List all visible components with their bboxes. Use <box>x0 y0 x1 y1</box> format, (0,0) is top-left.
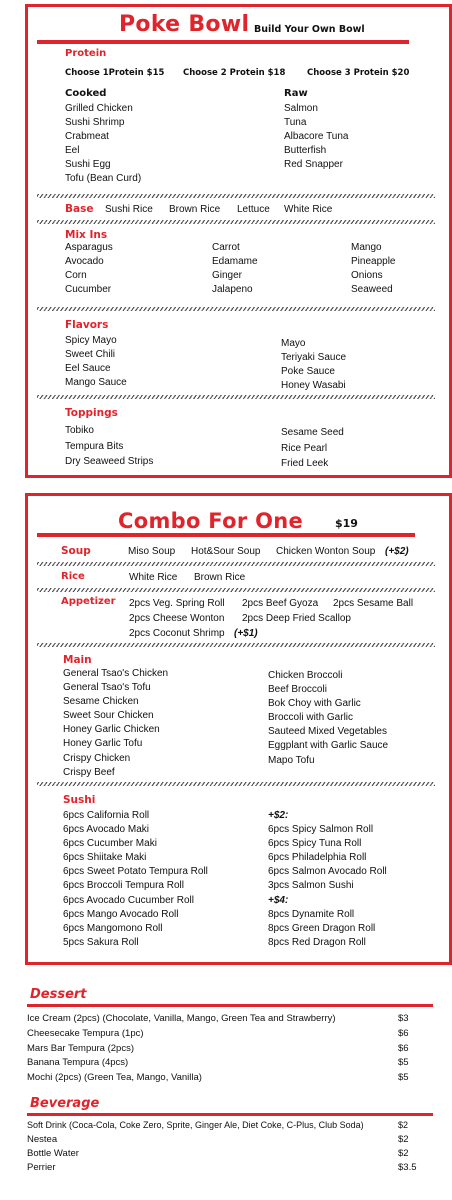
list-item: Beef Broccoli <box>268 684 327 696</box>
sushi-list-1 <box>63 809 208 950</box>
appetizer-item: 2pcs Veg. Spring Roll <box>129 598 225 609</box>
list-item: Carrot <box>212 242 240 253</box>
main-heading: Main <box>63 654 92 666</box>
appetizer-heading: Appetizer <box>61 596 116 607</box>
cooked-list <box>65 102 141 187</box>
list-item: Eel Sauce <box>65 363 111 375</box>
list-item: Tobiko <box>65 425 94 436</box>
list-item: Grilled Chicken <box>65 103 133 114</box>
list-item: Sesame Seed <box>281 427 344 438</box>
appetizer-item: 2pcs Beef Gyoza <box>242 598 319 609</box>
dessert-heading: Dessert <box>30 987 87 1002</box>
list-item: 6pcs California Roll <box>63 810 150 821</box>
list-item: Sesame Chicken <box>63 696 139 708</box>
protein-option-3: Choose 3 Protein $20 <box>307 68 410 78</box>
list-item: General Tsao's Chicken <box>63 668 169 679</box>
flavors-list-1 <box>65 334 127 390</box>
item-price: $2 <box>398 1134 409 1145</box>
list-item: 6pcs Mango Avocado Roll <box>63 908 179 920</box>
list-item: Sweet Chili <box>65 349 116 361</box>
main-list-1 <box>63 667 168 780</box>
list-item: Tuna <box>284 117 307 129</box>
item-price: $2 <box>398 1148 409 1159</box>
list-item: 3pcs Salmon Sushi <box>268 880 354 892</box>
list-item: Bok Choy with Garlic <box>268 698 361 710</box>
item-price: $5 <box>398 1072 409 1083</box>
list-item: 6pcs Salmon Avocado Roll <box>268 866 387 878</box>
list-item: General Tsao's Tofu <box>63 682 151 694</box>
menu-row <box>27 1027 422 1042</box>
item-name: Soft Drink (Coca-Cola, Coke Zero, Sprite, Ginger Ale, Diet Coke, C-Plus, Club Soda) <box>27 1120 364 1130</box>
list-item: Tofu (Bean Curd) <box>65 173 142 185</box>
list-item: Mapo Tofu <box>268 754 315 766</box>
item-name: Perrier <box>27 1162 56 1173</box>
title-underline <box>37 40 409 44</box>
menu-row <box>27 1071 422 1086</box>
list-item: 6pcs Sweet Potato Tempura Roll <box>63 866 208 878</box>
list-item: Jalapeno <box>212 284 253 296</box>
divider <box>37 782 435 786</box>
appetizer-item: 2pcs Deep Fried Scallop <box>242 613 351 624</box>
list-item: 6pcs Avocado Cucumber Roll <box>63 894 194 906</box>
title-underline <box>37 533 415 537</box>
appetizer-extra-price: (+$1) <box>234 628 258 639</box>
combo-title: Combo For One <box>118 509 304 533</box>
appetizer-item: 2pcs Coconut Shrimp <box>129 628 225 639</box>
divider <box>37 588 435 592</box>
item-name: Mochi (2pcs) (Green Tea, Mango, Vanilla) <box>27 1072 202 1083</box>
protein-option-2: Choose 2 Protein $18 <box>183 68 286 78</box>
list-item: Sweet Sour Chicken <box>63 710 154 722</box>
soup-item: Chicken Wonton Soup <box>276 546 376 557</box>
mixins-heading: Mix Ins <box>65 229 108 241</box>
list-item: Mayo <box>281 338 306 349</box>
list-item: Edamame <box>212 256 258 268</box>
list-item: Albacore Tuna <box>284 131 349 143</box>
soup-item: Hot&Sour Soup <box>191 546 261 557</box>
toppings-list-2 <box>281 425 344 472</box>
mixins-list-3 <box>351 241 395 297</box>
rice-item: White Rice <box>129 572 178 583</box>
list-item: Spicy Mayo <box>65 335 117 346</box>
list-item: 6pcs Spicy Tuna Roll <box>268 838 362 850</box>
beverage-heading: Beverage <box>30 1096 100 1111</box>
list-item: 6pcs Philadelphia Roll <box>268 852 367 864</box>
toppings-list-1 <box>65 423 153 470</box>
flavors-list-2 <box>281 337 346 393</box>
list-item: Teriyaki Sauce <box>281 352 347 364</box>
list-item: 6pcs Avocado Maki <box>63 824 149 836</box>
list-item: Pineapple <box>351 256 396 268</box>
list-item: Crispy Beef <box>63 766 115 778</box>
list-item: Broccoli with Garlic <box>268 712 354 724</box>
divider <box>37 194 435 198</box>
soup-item: Miso Soup <box>128 546 176 557</box>
list-item: 8pcs Dynamite Roll <box>268 908 355 920</box>
item-name: Nestea <box>27 1134 58 1145</box>
list-item: Avocado <box>65 256 104 268</box>
poke-subtitle: Build Your Own Bowl <box>254 24 365 35</box>
upcharge-label: +$4: <box>268 894 289 906</box>
beverage-underline <box>27 1113 433 1116</box>
flavors-heading: Flavors <box>65 319 109 331</box>
mixins-list-2 <box>212 241 258 297</box>
list-item: Seaweed <box>351 284 393 296</box>
list-item: Eel <box>65 145 80 157</box>
list-item: 6pcs Spicy Salmon Roll <box>268 824 374 836</box>
soup-extra-price: (+$2) <box>385 546 409 557</box>
list-item: Butterfish <box>284 145 327 157</box>
list-item: Corn <box>65 270 87 282</box>
appetizer-item: 2pcs Cheese Wonton <box>129 613 225 624</box>
menu-row <box>27 1042 422 1057</box>
list-item: Asparagus <box>65 242 113 253</box>
item-price: $3 <box>398 1013 409 1024</box>
item-price: $2 <box>398 1120 409 1130</box>
list-item: Crispy Chicken <box>63 752 131 764</box>
list-item: Mango Sauce <box>65 377 127 389</box>
list-item: Poke Sauce <box>281 366 335 378</box>
main-list-2 <box>268 669 388 768</box>
divider <box>37 220 435 224</box>
rice-item: Brown Rice <box>194 572 246 583</box>
list-item: Tempura Bits <box>65 440 124 452</box>
menu-row <box>27 1056 422 1071</box>
list-item: Sushi Egg <box>65 159 111 171</box>
poke-bowl-panel <box>25 4 452 478</box>
soup-heading: Soup <box>61 545 91 557</box>
list-item: Red Snapper <box>284 159 343 171</box>
list-item: Mango <box>351 242 382 253</box>
divider <box>37 395 435 399</box>
menu-row <box>27 1133 422 1148</box>
list-item: Honey Garlic Chicken <box>63 724 160 736</box>
list-item: Rice Pearl <box>281 442 328 454</box>
list-item: 6pcs Mangomono Roll <box>63 922 163 934</box>
rice-heading: Rice <box>61 571 85 582</box>
list-item: 8pcs Red Dragon Roll <box>268 936 366 948</box>
item-price: $5 <box>398 1057 409 1068</box>
item-name: Mars Bar Tempura (2pcs) <box>27 1043 134 1054</box>
list-item: Eggplant with Garlic Sauce <box>268 740 389 752</box>
protein-heading: Protein <box>65 48 107 59</box>
item-name: Cheesecake Tempura (1pc) <box>27 1028 144 1039</box>
list-item: Sauteed Mixed Vegetables <box>268 726 387 738</box>
upcharge-label: +$2: <box>268 810 289 821</box>
list-item: Chicken Broccoli <box>268 670 343 681</box>
list-item: Ginger <box>212 270 243 282</box>
list-item: Honey Garlic Tofu <box>63 738 143 750</box>
raw-heading: Raw <box>284 88 308 99</box>
list-item: 8pcs Green Dragon Roll <box>268 922 376 934</box>
item-price: $3.5 <box>398 1162 417 1173</box>
dessert-underline <box>27 1004 433 1007</box>
poke-title: Poke Bowl <box>119 12 250 37</box>
list-item: Crabmeat <box>65 131 109 143</box>
list-item: Onions <box>351 270 383 282</box>
menu-row <box>27 1012 422 1027</box>
item-price: $6 <box>398 1028 409 1039</box>
divider <box>37 643 435 647</box>
menu-row <box>27 1118 422 1133</box>
list-item: 6pcs Broccoli Tempura Roll <box>63 880 184 892</box>
combo-price: $19 <box>335 517 358 530</box>
divider <box>37 562 435 566</box>
protein-option-1: Choose 1Protein $15 <box>65 68 165 78</box>
list-item: Fried Leek <box>281 458 329 469</box>
list-item: 5pcs Sakura Roll <box>63 936 139 948</box>
mixins-list-1 <box>65 241 113 297</box>
sushi-list-2 <box>268 809 387 950</box>
base-heading: Base <box>65 203 94 215</box>
item-name: Banana Tempura (4pcs) <box>27 1057 129 1068</box>
menu-row <box>27 1161 422 1176</box>
divider <box>37 307 435 311</box>
item-name: Ice Cream (2pcs) (Chocolate, Vanilla, Mango, Green Tea and Strawberry) <box>27 1013 336 1024</box>
item-name: Bottle Water <box>27 1148 79 1159</box>
list-item: Dry Seaweed Strips <box>65 456 154 467</box>
list-item: Cucumber <box>65 284 112 296</box>
list-item: Salmon <box>284 103 318 114</box>
base-item: Brown Rice <box>169 204 221 215</box>
base-item: White Rice <box>284 204 333 215</box>
toppings-heading: Toppings <box>65 407 118 419</box>
cooked-heading: Cooked <box>65 88 107 99</box>
base-item: Lettuce <box>237 204 270 215</box>
list-item: 6pcs Cucumber Maki <box>63 838 157 850</box>
raw-list <box>284 102 349 172</box>
list-item: Honey Wasabi <box>281 380 346 392</box>
item-price: $6 <box>398 1043 409 1054</box>
base-item: Sushi Rice <box>105 204 153 215</box>
sushi-heading: Sushi <box>63 794 96 806</box>
appetizer-item: 2pcs Sesame Ball <box>333 598 414 609</box>
list-item: Sushi Shrimp <box>65 117 125 129</box>
menu-row <box>27 1147 422 1162</box>
combo-panel <box>25 493 452 965</box>
list-item: 6pcs Shiitake Maki <box>63 852 147 864</box>
